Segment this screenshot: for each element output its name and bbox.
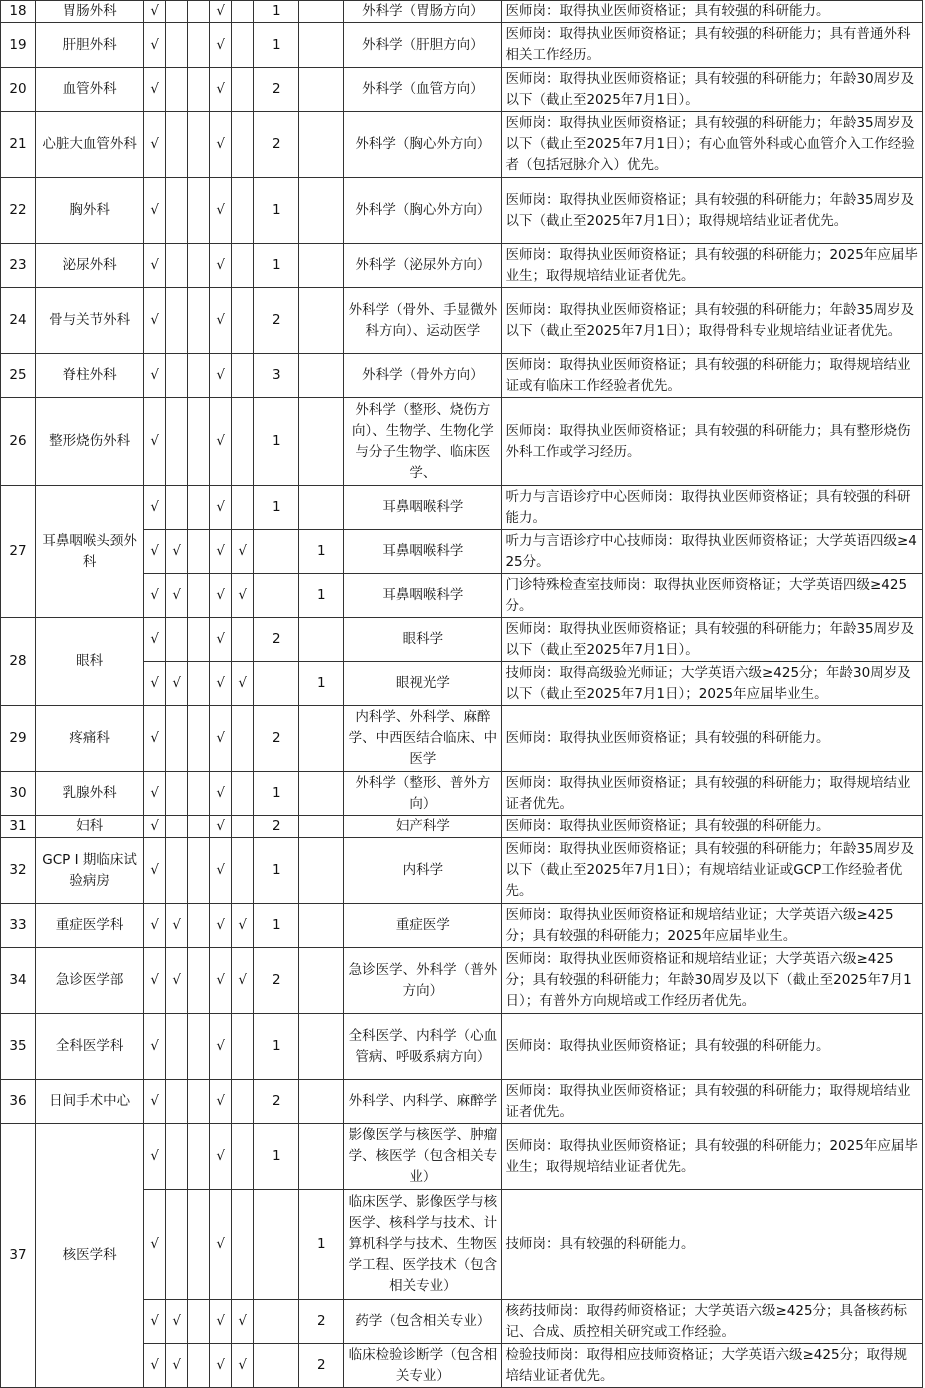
headcount-cell (299, 354, 344, 398)
major-cell: 外科学（胃肠方向） (344, 1, 502, 23)
check-cell: √ (210, 1014, 232, 1080)
major-cell: 内科学 (344, 838, 502, 904)
department-name: 胃肠外科 (36, 1, 144, 23)
department-name: 泌尿外科 (36, 244, 144, 288)
headcount-cell: 1 (254, 904, 299, 948)
headcount-cell (254, 530, 299, 574)
headcount-cell (299, 1014, 344, 1080)
check-cell (232, 1124, 254, 1190)
check-cell: √ (144, 1080, 166, 1124)
headcount-cell (299, 706, 344, 772)
headcount-cell: 1 (254, 178, 299, 244)
check-cell (166, 816, 188, 838)
row-number: 19 (1, 23, 36, 68)
department-name: 骨与关节外科 (36, 288, 144, 354)
major-cell: 眼科学 (344, 618, 502, 662)
check-cell (166, 838, 188, 904)
empty-cell (188, 772, 210, 816)
headcount-cell (299, 948, 344, 1014)
major-cell: 临床医学、影像医学与核医学、核科学与技术、计算机科学与技术、生物医学工程、医学技术（包含相关专业） (344, 1190, 502, 1300)
requirement-cell: 医师岗：取得执业医师资格证；具有较强的科研能力；2025年应届毕业生；取得规培结业证者优先。 (502, 244, 923, 288)
major-cell: 外科学（血管方向） (344, 68, 502, 112)
requirement-cell: 医师岗：取得执业医师资格证；具有较强的科研能力。 (502, 706, 923, 772)
major-cell: 外科学（肝胆方向） (344, 23, 502, 68)
table-row (1, 112, 923, 178)
check-cell: √ (144, 1124, 166, 1190)
check-cell: √ (144, 244, 166, 288)
check-cell: √ (210, 838, 232, 904)
major-cell: 耳鼻咽喉科学 (344, 486, 502, 530)
major-cell: 妇产科学 (344, 816, 502, 838)
check-cell (166, 772, 188, 816)
check-cell: √ (144, 112, 166, 178)
headcount-cell (254, 1190, 299, 1300)
check-cell: √ (166, 948, 188, 1014)
check-cell: √ (144, 288, 166, 354)
row-number: 30 (1, 772, 36, 816)
check-cell (166, 244, 188, 288)
check-cell: √ (144, 662, 166, 706)
check-cell (232, 178, 254, 244)
table-row (1, 68, 923, 112)
check-cell: √ (210, 178, 232, 244)
requirement-cell: 医师岗：取得执业医师资格证和规培结业证；大学英语六级≥425分；具有较强的科研能力；2025年应届毕业生。 (502, 904, 923, 948)
check-cell (232, 816, 254, 838)
row-number: 37 (1, 1124, 36, 1388)
headcount-cell (254, 1344, 299, 1388)
department-name: 血管外科 (36, 68, 144, 112)
requirement-cell: 医师岗：取得执业医师资格证；具有较强的科研能力；2025年应届毕业生；取得规培结业证者优先。 (502, 1124, 923, 1190)
headcount-cell: 1 (299, 662, 344, 706)
check-cell (232, 398, 254, 486)
check-cell: √ (144, 1, 166, 23)
check-cell (232, 354, 254, 398)
empty-cell (188, 1344, 210, 1388)
check-cell (166, 1124, 188, 1190)
check-cell: √ (166, 904, 188, 948)
department-name: 眼科 (36, 618, 144, 706)
check-cell: √ (144, 1300, 166, 1344)
table-row (1, 178, 923, 244)
department-name: 耳鼻咽喉头颈外科 (36, 486, 144, 618)
check-cell (166, 178, 188, 244)
requirement-cell: 医师岗：取得执业医师资格证；具有较强的科研能力；具有整形烧伤外科工作或学习经历。 (502, 398, 923, 486)
table-row (1, 772, 923, 816)
major-cell: 外科学（胸心外方向） (344, 112, 502, 178)
table-row (1, 486, 923, 530)
major-cell: 外科学（骨外、手显微外科方向）、运动医学 (344, 288, 502, 354)
check-cell: √ (210, 354, 232, 398)
check-cell: √ (144, 1190, 166, 1300)
empty-cell (188, 948, 210, 1014)
check-cell: √ (144, 574, 166, 618)
check-cell: √ (144, 530, 166, 574)
headcount-cell: 2 (254, 706, 299, 772)
check-cell: √ (144, 706, 166, 772)
row-number: 24 (1, 288, 36, 354)
major-cell: 重症医学 (344, 904, 502, 948)
headcount-cell (299, 1, 344, 23)
check-cell (232, 772, 254, 816)
empty-cell (188, 662, 210, 706)
check-cell (232, 618, 254, 662)
headcount-cell (299, 23, 344, 68)
row-number: 27 (1, 486, 36, 618)
major-cell: 外科学（泌尿外方向） (344, 244, 502, 288)
check-cell (166, 1080, 188, 1124)
check-cell: √ (210, 112, 232, 178)
check-cell: √ (210, 772, 232, 816)
headcount-cell (299, 816, 344, 838)
headcount-cell (299, 772, 344, 816)
check-cell: √ (210, 1344, 232, 1388)
requirement-cell: 医师岗：取得执业医师资格证；具有较强的科研能力。 (502, 1, 923, 23)
requirement-cell: 医师岗：取得执业医师资格证；具有较强的科研能力；年龄35周岁及以下（截止至2025年7月1日）。 (502, 618, 923, 662)
headcount-cell (254, 1300, 299, 1344)
check-cell: √ (232, 1300, 254, 1344)
check-cell: √ (210, 1124, 232, 1190)
headcount-cell (299, 112, 344, 178)
empty-cell (188, 288, 210, 354)
empty-cell (188, 838, 210, 904)
check-cell (166, 68, 188, 112)
check-cell (232, 244, 254, 288)
headcount-cell: 2 (254, 68, 299, 112)
headcount-cell: 1 (254, 772, 299, 816)
check-cell: √ (210, 68, 232, 112)
check-cell: √ (144, 68, 166, 112)
check-cell: √ (166, 662, 188, 706)
major-cell: 内科学、外科学、麻醉学、中西医结合临床、中医学 (344, 706, 502, 772)
check-cell (232, 288, 254, 354)
empty-cell (188, 354, 210, 398)
check-cell: √ (210, 904, 232, 948)
check-cell: √ (144, 816, 166, 838)
check-cell (232, 486, 254, 530)
department-name: 整形烧伤外科 (36, 398, 144, 486)
check-cell: √ (166, 1344, 188, 1388)
major-cell: 外科学（整形、烧伤方向）、生物学、生物化学与分子生物学、临床医学、 (344, 398, 502, 486)
empty-cell (188, 68, 210, 112)
check-cell: √ (144, 398, 166, 486)
check-cell: √ (210, 398, 232, 486)
check-cell: √ (144, 1014, 166, 1080)
check-cell: √ (166, 574, 188, 618)
headcount-cell: 2 (299, 1344, 344, 1388)
check-cell (232, 706, 254, 772)
check-cell (166, 1, 188, 23)
check-cell: √ (232, 904, 254, 948)
requirement-cell: 医师岗：取得执业医师资格证；具有较强的科研能力；取得规培结业证者优先。 (502, 1080, 923, 1124)
check-cell (166, 486, 188, 530)
table-row (1, 354, 923, 398)
headcount-cell (299, 68, 344, 112)
headcount-cell (299, 838, 344, 904)
headcount-cell: 1 (254, 244, 299, 288)
table-row (1, 398, 923, 486)
department-name: 核医学科 (36, 1124, 144, 1388)
major-cell: 急诊医学、外科学（普外方向） (344, 948, 502, 1014)
requirement-cell: 医师岗：取得执业医师资格证；具有较强的科研能力；年龄35周岁及以下（截止至2025年7月1日）；有心血管外科或心血管介入工作经验者（包括冠脉介入）优先。 (502, 112, 923, 178)
empty-cell (188, 112, 210, 178)
headcount-cell (254, 662, 299, 706)
headcount-cell: 2 (254, 1080, 299, 1124)
check-cell: √ (144, 618, 166, 662)
check-cell: √ (144, 1344, 166, 1388)
check-cell: √ (210, 706, 232, 772)
row-number: 28 (1, 618, 36, 706)
requirement-cell: 技师岗：取得高级验光师证；大学英语六级≥425分；年龄30周岁及以下（截止至2025年7月1日）；2025年应届毕业生。 (502, 662, 923, 706)
empty-cell (188, 244, 210, 288)
check-cell: √ (210, 618, 232, 662)
check-cell (232, 838, 254, 904)
headcount-cell (299, 244, 344, 288)
major-cell: 影像医学与核医学、肿瘤学、核医学（包含相关专业） (344, 1124, 502, 1190)
department-name: 胸外科 (36, 178, 144, 244)
table-row (1, 244, 923, 288)
requirement-cell: 医师岗：取得执业医师资格证；具有较强的科研能力；年龄35周岁及以下（截止至2025年7月1日）；取得骨科专业规培结业证者优先。 (502, 288, 923, 354)
empty-cell (188, 574, 210, 618)
empty-cell (188, 1014, 210, 1080)
check-cell: √ (210, 816, 232, 838)
empty-cell (188, 1, 210, 23)
requirement-cell: 医师岗：取得执业医师资格证；具有较强的科研能力；取得规培结业证或有临床工作经验者优先。 (502, 354, 923, 398)
row-number: 35 (1, 1014, 36, 1080)
major-cell: 耳鼻咽喉科学 (344, 530, 502, 574)
requirement-cell: 听力与言语诊疗中心医师岗：取得执业医师资格证；具有较强的科研能力。 (502, 486, 923, 530)
check-cell (232, 1080, 254, 1124)
headcount-cell (299, 618, 344, 662)
row-number: 34 (1, 948, 36, 1014)
headcount-cell (299, 288, 344, 354)
empty-cell (188, 178, 210, 244)
check-cell (166, 112, 188, 178)
department-name: 重症医学科 (36, 904, 144, 948)
row-number: 31 (1, 816, 36, 838)
major-cell: 药学（包含相关专业） (344, 1300, 502, 1344)
requirement-cell: 技师岗：具有较强的科研能力。 (502, 1190, 923, 1300)
check-cell (166, 1190, 188, 1300)
check-cell (166, 23, 188, 68)
empty-cell (188, 1124, 210, 1190)
row-number: 20 (1, 68, 36, 112)
requirement-cell: 医师岗：取得执业医师资格证；具有较强的科研能力。 (502, 816, 923, 838)
headcount-cell (254, 574, 299, 618)
empty-cell (188, 23, 210, 68)
headcount-cell: 1 (254, 1, 299, 23)
row-number: 25 (1, 354, 36, 398)
check-cell: √ (210, 486, 232, 530)
check-cell: √ (210, 23, 232, 68)
empty-cell (188, 618, 210, 662)
check-cell: √ (144, 354, 166, 398)
requirement-cell: 核药技师岗：取得药师资格证；大学英语六级≥425分；具备核药标记、合成、质控相关研究或工作经验。 (502, 1300, 923, 1344)
check-cell: √ (210, 574, 232, 618)
major-cell: 临床检验诊断学（包含相关专业） (344, 1344, 502, 1388)
headcount-cell: 1 (254, 398, 299, 486)
check-cell: √ (210, 1080, 232, 1124)
check-cell: √ (210, 1, 232, 23)
check-cell: √ (210, 530, 232, 574)
headcount-cell: 2 (254, 948, 299, 1014)
check-cell: √ (144, 486, 166, 530)
check-cell: √ (210, 288, 232, 354)
empty-cell (188, 486, 210, 530)
check-cell: √ (210, 662, 232, 706)
table-row (1, 1014, 923, 1080)
requirement-cell: 医师岗：取得执业医师资格证和规培结业证；大学英语六级≥425分；具有较强的科研能力；年龄30周岁及以下（截止至2025年7月1日）；有普外方向规培或工作经历者优先。 (502, 948, 923, 1014)
check-cell: √ (144, 904, 166, 948)
empty-cell (188, 706, 210, 772)
headcount-cell: 1 (299, 1190, 344, 1300)
headcount-cell (299, 904, 344, 948)
check-cell (166, 398, 188, 486)
headcount-cell: 2 (254, 112, 299, 178)
major-cell: 外科学（骨外方向） (344, 354, 502, 398)
empty-cell (188, 398, 210, 486)
table-row (1, 1124, 923, 1190)
check-cell: √ (144, 23, 166, 68)
table-row (1, 816, 923, 838)
row-number: 21 (1, 112, 36, 178)
headcount-cell (299, 1124, 344, 1190)
requirement-cell: 门诊特殊检查室技师岗：取得执业医师资格证；大学英语四级≥425分。 (502, 574, 923, 618)
major-cell: 外科学（整形、普外方向） (344, 772, 502, 816)
requirement-cell: 检验技师岗：取得相应技师资格证；大学英语六级≥425分；取得规培结业证者优先。 (502, 1344, 923, 1388)
row-number: 23 (1, 244, 36, 288)
check-cell: √ (166, 1300, 188, 1344)
empty-cell (188, 1080, 210, 1124)
check-cell: √ (144, 838, 166, 904)
check-cell (232, 23, 254, 68)
table-row (1, 904, 923, 948)
check-cell: √ (232, 662, 254, 706)
check-cell: √ (210, 1190, 232, 1300)
requirement-cell: 医师岗：取得执业医师资格证；具有较强的科研能力；年龄35周岁及以下（截止至2025年7月1日）；有规培结业证或GCP工作经验者优先。 (502, 838, 923, 904)
table-row (1, 948, 923, 1014)
requirement-cell: 医师岗：取得执业医师资格证；具有较强的科研能力；具有普通外科相关工作经历。 (502, 23, 923, 68)
headcount-cell: 1 (299, 574, 344, 618)
department-name: 日间手术中心 (36, 1080, 144, 1124)
empty-cell (188, 904, 210, 948)
headcount-cell: 1 (254, 23, 299, 68)
empty-cell (188, 530, 210, 574)
major-cell: 外科学、内科学、麻醉学 (344, 1080, 502, 1124)
headcount-cell: 2 (299, 1300, 344, 1344)
check-cell: √ (144, 178, 166, 244)
headcount-cell (299, 178, 344, 244)
row-number: 36 (1, 1080, 36, 1124)
department-name: 妇科 (36, 816, 144, 838)
check-cell: √ (144, 948, 166, 1014)
check-cell (166, 706, 188, 772)
check-cell: √ (166, 530, 188, 574)
requirement-cell: 医师岗：取得执业医师资格证；具有较强的科研能力。 (502, 1014, 923, 1080)
row-number: 33 (1, 904, 36, 948)
headcount-cell: 1 (299, 530, 344, 574)
table-row (1, 1, 923, 23)
headcount-cell: 2 (254, 288, 299, 354)
table-row (1, 23, 923, 68)
requirement-cell: 听力与言语诊疗中心技师岗：取得执业医师资格证；大学英语四级≥425分。 (502, 530, 923, 574)
row-number: 18 (1, 1, 36, 23)
headcount-cell: 3 (254, 354, 299, 398)
table-row (1, 706, 923, 772)
check-cell (232, 68, 254, 112)
check-cell (232, 1, 254, 23)
requirement-cell: 医师岗：取得执业医师资格证；具有较强的科研能力；年龄30周岁及以下（截止至2025年7月1日）。 (502, 68, 923, 112)
headcount-cell: 2 (254, 618, 299, 662)
headcount-cell: 1 (254, 1124, 299, 1190)
major-cell: 全科医学、内科学（心血管病、呼吸系病方向） (344, 1014, 502, 1080)
check-cell: √ (144, 772, 166, 816)
row-number: 29 (1, 706, 36, 772)
empty-cell (188, 1190, 210, 1300)
check-cell (166, 354, 188, 398)
check-cell (232, 1014, 254, 1080)
check-cell: √ (232, 1344, 254, 1388)
check-cell: √ (232, 574, 254, 618)
table-row (1, 838, 923, 904)
check-cell (166, 1014, 188, 1080)
check-cell (166, 618, 188, 662)
major-cell: 外科学（胸心外方向） (344, 178, 502, 244)
table-row (1, 288, 923, 354)
check-cell: √ (210, 948, 232, 1014)
row-number: 26 (1, 398, 36, 486)
requirement-cell: 医师岗：取得执业医师资格证；具有较强的科研能力；年龄35周岁及以下（截止至2025年7月1日）；取得规培结业证者优先。 (502, 178, 923, 244)
check-cell (232, 112, 254, 178)
row-number: 22 (1, 178, 36, 244)
department-name: 肝胆外科 (36, 23, 144, 68)
department-name: 疼痛科 (36, 706, 144, 772)
department-name: 脊柱外科 (36, 354, 144, 398)
check-cell (232, 1190, 254, 1300)
empty-cell (188, 816, 210, 838)
headcount-cell (299, 486, 344, 530)
requirement-cell: 医师岗：取得执业医师资格证；具有较强的科研能力；取得规培结业证者优先。 (502, 772, 923, 816)
department-name: GCP I 期临床试验病房 (36, 838, 144, 904)
row-number: 32 (1, 838, 36, 904)
table-row (1, 618, 923, 662)
department-name: 急诊医学部 (36, 948, 144, 1014)
headcount-cell: 1 (254, 838, 299, 904)
headcount-cell: 1 (254, 1014, 299, 1080)
headcount-cell (299, 398, 344, 486)
check-cell: √ (232, 530, 254, 574)
major-cell: 耳鼻咽喉科学 (344, 574, 502, 618)
check-cell: √ (210, 1300, 232, 1344)
headcount-cell (299, 1080, 344, 1124)
headcount-cell: 1 (254, 486, 299, 530)
empty-cell (188, 1300, 210, 1344)
check-cell (166, 288, 188, 354)
check-cell: √ (232, 948, 254, 1014)
check-cell: √ (210, 244, 232, 288)
headcount-cell: 2 (254, 816, 299, 838)
department-name: 乳腺外科 (36, 772, 144, 816)
major-cell: 眼视光学 (344, 662, 502, 706)
table-row (1, 1080, 923, 1124)
department-name: 全科医学科 (36, 1014, 144, 1080)
department-name: 心脏大血管外科 (36, 112, 144, 178)
